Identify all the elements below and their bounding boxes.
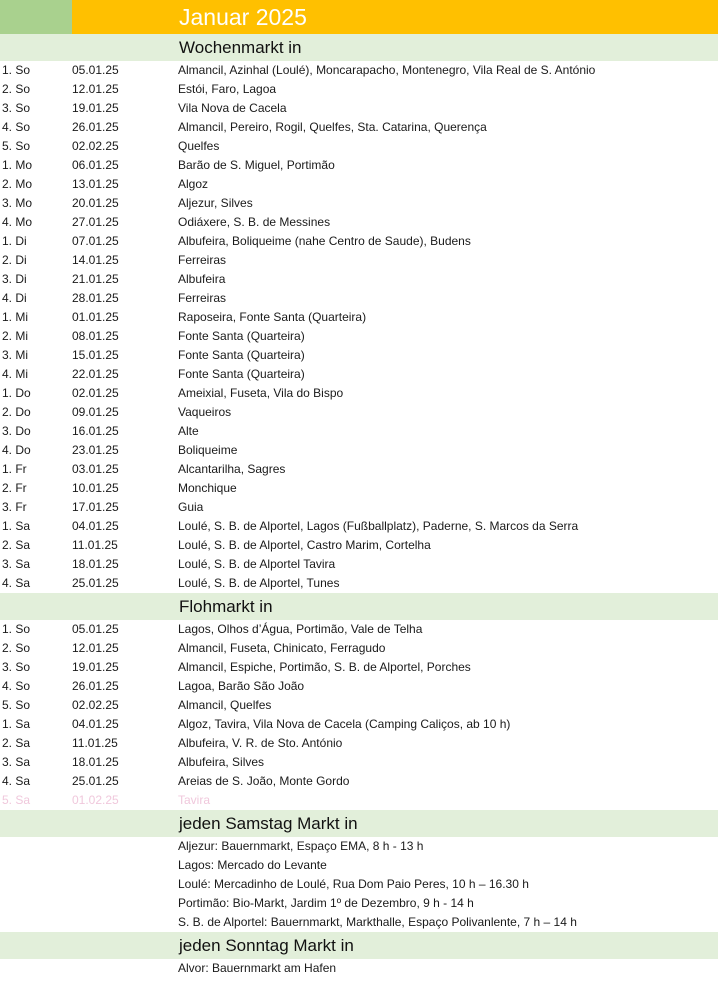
day-cell: 2. Sa bbox=[2, 538, 31, 552]
places-cell: Ameixial, Fuseta, Vila do Bispo bbox=[178, 386, 344, 400]
date-cell: 19.01.25 bbox=[72, 101, 119, 115]
table-row bbox=[0, 498, 718, 517]
places-cell: Monchique bbox=[178, 481, 237, 495]
date-cell: 12.01.25 bbox=[72, 641, 119, 655]
date-cell: 18.01.25 bbox=[72, 755, 119, 769]
table-row bbox=[0, 137, 718, 156]
table-row bbox=[0, 791, 718, 810]
day-cell: 3. Sa bbox=[2, 755, 31, 769]
section-1 bbox=[0, 593, 718, 810]
date-cell: 20.01.25 bbox=[72, 196, 119, 210]
day-cell: 1. So bbox=[2, 622, 31, 636]
places-cell: Almancil, Espiche, Portimão, S. B. de Alportel, Porches bbox=[178, 660, 471, 674]
list-item: Portimão: Bio-Markt, Jardim 1º de Dezembro, 9 h - 14 h bbox=[178, 896, 474, 910]
section-header: jeden Samstag Markt in bbox=[0, 810, 718, 837]
date-cell: 10.01.25 bbox=[72, 481, 119, 495]
places-cell: Albufeira bbox=[178, 272, 226, 286]
places-cell: Ferreiras bbox=[178, 253, 227, 267]
table-row bbox=[0, 251, 718, 270]
day-cell: 3. Sa bbox=[2, 557, 31, 571]
places-cell: Algoz, Tavira, Vila Nova de Cacela (Camping Caliços, ab 10 h) bbox=[178, 717, 511, 731]
day-cell: 4. Sa bbox=[2, 774, 31, 788]
date-cell: 11.01.25 bbox=[72, 736, 118, 750]
day-cell: 2. Do bbox=[2, 405, 31, 419]
day-cell: 1. Sa bbox=[2, 519, 31, 533]
places-cell: Vaqueiros bbox=[178, 405, 232, 419]
day-cell: 3. Mo bbox=[2, 196, 33, 210]
table-row bbox=[0, 308, 718, 327]
list-item: Aljezur: Bauernmarkt, Espaço EMA, 8 h - 13 h bbox=[178, 839, 424, 853]
table-row bbox=[0, 677, 718, 696]
day-cell: 4. Mo bbox=[2, 215, 33, 229]
table-row bbox=[0, 696, 718, 715]
day-cell: 3. Fr bbox=[2, 500, 27, 514]
places-cell: Alcantarilha, Sagres bbox=[178, 462, 286, 476]
sections-container bbox=[0, 34, 718, 978]
places-cell: Almancil, Azinhal (Loulé), Moncarapacho, Montenegro, Vila Real de S. António bbox=[178, 63, 596, 77]
section-0 bbox=[0, 34, 718, 593]
table-row bbox=[0, 753, 718, 772]
places-cell: Tavira bbox=[178, 793, 211, 807]
table-row bbox=[0, 270, 718, 289]
section-2 bbox=[0, 810, 718, 932]
table-row bbox=[0, 232, 718, 251]
table-row bbox=[0, 422, 718, 441]
title-bar bbox=[0, 0, 718, 34]
date-cell: 11.01.25 bbox=[72, 538, 118, 552]
day-cell: 5. Sa bbox=[2, 793, 31, 807]
date-cell: 23.01.25 bbox=[72, 443, 119, 457]
places-cell: Guia bbox=[178, 500, 204, 514]
places-cell: Alte bbox=[178, 424, 199, 438]
day-cell: 3. Di bbox=[2, 272, 27, 286]
date-cell: 22.01.25 bbox=[72, 367, 119, 381]
day-cell: 4. So bbox=[2, 120, 31, 134]
places-cell: Almancil, Quelfes bbox=[178, 698, 272, 712]
section-header: jeden Sonntag Markt in bbox=[0, 932, 718, 959]
day-cell: 2. Sa bbox=[2, 736, 31, 750]
places-cell: Fonte Santa (Quarteira) bbox=[178, 367, 305, 381]
places-cell: Loulé, S. B. de Alportel, Lagos (Fußballplatz), Paderne, S. Marcos da Serra bbox=[178, 519, 579, 533]
date-cell: 15.01.25 bbox=[72, 348, 119, 362]
page-title: Januar 2025 bbox=[72, 0, 718, 34]
day-cell: 3. Mi bbox=[2, 348, 29, 362]
table-row bbox=[0, 80, 718, 99]
table-row bbox=[0, 517, 718, 536]
date-cell: 18.01.25 bbox=[72, 557, 119, 571]
table-row bbox=[0, 156, 718, 175]
table-row bbox=[0, 574, 718, 593]
table-row bbox=[0, 460, 718, 479]
places-cell: Almancil, Pereiro, Rogil, Quelfes, Sta. Catarina, Querença bbox=[178, 120, 487, 134]
date-cell: 19.01.25 bbox=[72, 660, 119, 674]
day-cell: 5. So bbox=[2, 698, 31, 712]
date-cell: 05.01.25 bbox=[72, 63, 119, 77]
table-row bbox=[0, 194, 718, 213]
places-cell: Algoz bbox=[178, 177, 209, 191]
date-cell: 05.01.25 bbox=[72, 622, 119, 636]
places-cell: Estói, Faro, Lagoa bbox=[178, 82, 277, 96]
date-cell: 13.01.25 bbox=[72, 177, 119, 191]
places-cell: Lagos, Olhos d’Água, Portimão, Vale de Telha bbox=[178, 622, 423, 636]
table-row bbox=[0, 61, 718, 80]
day-cell: 1. Sa bbox=[2, 717, 31, 731]
date-cell: 06.01.25 bbox=[72, 158, 119, 172]
places-cell: Raposeira, Fonte Santa (Quarteira) bbox=[178, 310, 367, 324]
table-row bbox=[0, 715, 718, 734]
day-cell: 4. Mi bbox=[2, 367, 29, 381]
list-item: Alvor: Bauernmarkt am Hafen bbox=[178, 961, 337, 975]
places-cell: Vila Nova de Cacela bbox=[178, 101, 287, 115]
date-cell: 03.01.25 bbox=[72, 462, 119, 476]
date-cell: 28.01.25 bbox=[72, 291, 119, 305]
section-3 bbox=[0, 932, 718, 978]
table-row bbox=[0, 365, 718, 384]
date-cell: 01.01.25 bbox=[72, 310, 119, 324]
places-cell: Loulé, S. B. de Alportel, Tunes bbox=[178, 576, 340, 590]
date-cell: 04.01.25 bbox=[72, 717, 119, 731]
table-row bbox=[0, 289, 718, 308]
day-cell: 3. Do bbox=[2, 424, 31, 438]
day-cell: 1. Mi bbox=[2, 310, 29, 324]
day-cell: 3. So bbox=[2, 101, 31, 115]
places-cell: Almancil, Fuseta, Chinicato, Ferragudo bbox=[178, 641, 386, 655]
day-cell: 2. Mi bbox=[2, 329, 29, 343]
date-cell: 17.01.25 bbox=[72, 500, 119, 514]
date-cell: 26.01.25 bbox=[72, 679, 119, 693]
table-row bbox=[0, 384, 718, 403]
day-cell: 2. Di bbox=[2, 253, 27, 267]
day-cell: 4. Sa bbox=[2, 576, 31, 590]
date-cell: 16.01.25 bbox=[72, 424, 119, 438]
places-cell: Albufeira, Boliqueime (nahe Centro de Saude), Budens bbox=[178, 234, 471, 248]
day-cell: 3. So bbox=[2, 660, 31, 674]
day-cell: 5. So bbox=[2, 139, 31, 153]
table-row bbox=[0, 536, 718, 555]
date-cell: 08.01.25 bbox=[72, 329, 119, 343]
day-cell: 4. So bbox=[2, 679, 31, 693]
table-row bbox=[0, 772, 718, 791]
date-cell: 07.01.25 bbox=[72, 234, 119, 248]
date-cell: 04.01.25 bbox=[72, 519, 119, 533]
table-row bbox=[0, 99, 718, 118]
date-cell: 25.01.25 bbox=[72, 576, 119, 590]
table-row bbox=[0, 658, 718, 677]
places-cell: Fonte Santa (Quarteira) bbox=[178, 329, 305, 343]
table-row bbox=[0, 118, 718, 137]
table-row bbox=[0, 479, 718, 498]
places-cell: Aljezur, Silves bbox=[178, 196, 253, 210]
date-cell: 01.02.25 bbox=[72, 793, 119, 807]
list-item: Lagos: Mercado do Levante bbox=[178, 858, 327, 872]
places-cell: Barão de S. Miguel, Portimão bbox=[178, 158, 335, 172]
date-cell: 27.01.25 bbox=[72, 215, 119, 229]
table-row bbox=[0, 213, 718, 232]
table-row bbox=[0, 555, 718, 574]
day-cell: 2. Fr bbox=[2, 481, 27, 495]
places-cell: Loulé, S. B. de Alportel, Castro Marim, Cortelha bbox=[178, 538, 431, 552]
day-cell: 2. So bbox=[2, 641, 31, 655]
day-cell: 1. Do bbox=[2, 386, 31, 400]
table-row bbox=[0, 734, 718, 753]
day-cell: 1. Di bbox=[2, 234, 27, 248]
day-cell: 1. Mo bbox=[2, 158, 33, 172]
table-row bbox=[0, 327, 718, 346]
date-cell: 09.01.25 bbox=[72, 405, 119, 419]
section-header: Wochenmarkt in bbox=[0, 34, 718, 61]
places-cell: Areias de S. João, Monte Gordo bbox=[178, 774, 350, 788]
day-cell: 1. Fr bbox=[2, 462, 27, 476]
date-cell: 02.01.25 bbox=[72, 386, 119, 400]
date-cell: 14.01.25 bbox=[72, 253, 119, 267]
date-cell: 26.01.25 bbox=[72, 120, 119, 134]
places-cell: Odiáxere, S. B. de Messines bbox=[178, 215, 331, 229]
places-cell: Albufeira, Silves bbox=[178, 755, 265, 769]
date-cell: 25.01.25 bbox=[72, 774, 119, 788]
list-item: S. B. de Alportel: Bauernmarkt, Markthalle, Espaço Polivanlente, 7 h – 14 h bbox=[178, 915, 577, 929]
title-accent-cell bbox=[0, 0, 72, 34]
day-cell: 4. Di bbox=[2, 291, 27, 305]
date-cell: 02.02.25 bbox=[72, 698, 119, 712]
places-cell: Loulé, S. B. de Alportel Tavira bbox=[178, 557, 336, 571]
places-cell: Fonte Santa (Quarteira) bbox=[178, 348, 305, 362]
section-header: Flohmarkt in bbox=[0, 593, 718, 620]
places-cell: Ferreiras bbox=[178, 291, 227, 305]
places-cell: Quelfes bbox=[178, 139, 220, 153]
date-cell: 21.01.25 bbox=[72, 272, 119, 286]
table-row bbox=[0, 175, 718, 194]
day-cell: 2. Mo bbox=[2, 177, 33, 191]
table-row bbox=[0, 346, 718, 365]
places-cell: Lagoa, Barão São João bbox=[178, 679, 305, 693]
table-row bbox=[0, 639, 718, 658]
day-cell: 1. So bbox=[2, 63, 31, 77]
places-cell: Albufeira, V. R. de Sto. António bbox=[178, 736, 343, 750]
date-cell: 12.01.25 bbox=[72, 82, 119, 96]
date-cell: 02.02.25 bbox=[72, 139, 119, 153]
table-row bbox=[0, 403, 718, 422]
table-row bbox=[0, 441, 718, 460]
list-item: Loulé: Mercadinho de Loulé, Rua Dom Paio Peres, 10 h – 16.30 h bbox=[178, 877, 529, 891]
day-cell: 2. So bbox=[2, 82, 31, 96]
table-row bbox=[0, 620, 718, 639]
places-cell: Boliqueime bbox=[178, 443, 238, 457]
day-cell: 4. Do bbox=[2, 443, 31, 457]
